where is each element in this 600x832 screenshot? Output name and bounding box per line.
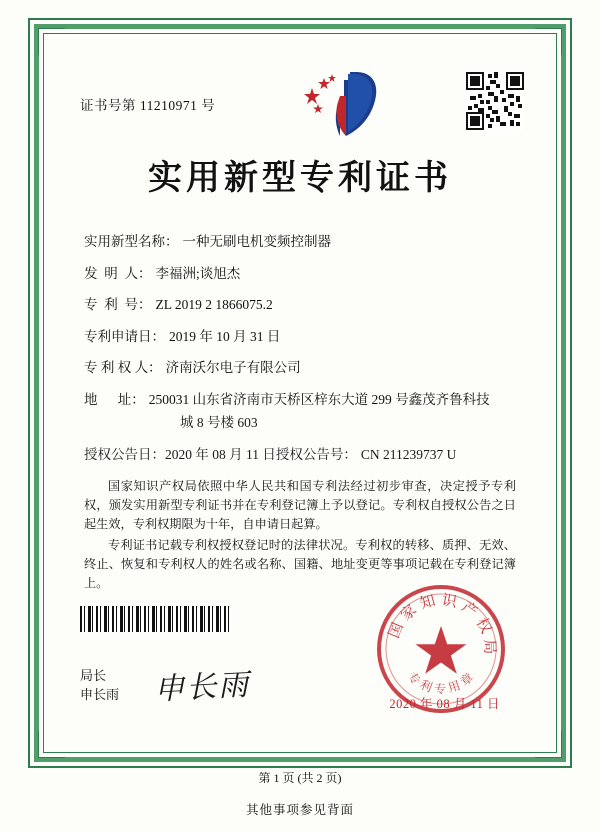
field-label: 专利申请日： (84, 328, 165, 344)
field-value: 李福洲;谈旭杰 (155, 265, 241, 281)
field-patentee (84, 359, 516, 376)
field-value: 一种无刷电机变频控制器 (182, 234, 331, 249)
field-value: ZL 2019 2 1866075.2 (155, 297, 273, 312)
field-value: 2019 年 10 月 31 日 (169, 328, 281, 344)
cnipa-logo-icon (294, 66, 390, 142)
field-value: 250031 山东省济南市天桥区梓东大道 299 号鑫茂齐鲁科技 (148, 391, 490, 407)
field-list (58, 233, 542, 463)
qr-code-icon (466, 72, 524, 130)
field-utility-model-name (84, 233, 516, 250)
certificate-header (58, 48, 542, 144)
footer-note: 其他事项参见背面 (245, 803, 354, 817)
field-application-date (84, 328, 516, 345)
field-label: 发 明 人： (84, 265, 152, 281)
field-value: 济南沃尔电子有限公司 (165, 360, 301, 375)
field-label: 专 利 号： (84, 297, 152, 312)
grant-number-value: CN 211239737 U (360, 446, 457, 462)
barcode-icon (80, 606, 230, 632)
signature-block (80, 666, 119, 704)
field-grant-publication (84, 446, 516, 463)
legal-paragraph-1: 国家知识产权局依照中华人民共和国专利法经过初步审查，决定授予专利权，颁发实用新型专利证书并在专利登记簿上予以登记。专利权自授权公告之日起生效，专利权期限为十年，自申请日起算。 (84, 479, 516, 531)
grant-number-label: 授权公告号： (275, 446, 357, 462)
director-name-label: 申长雨 (80, 687, 120, 702)
field-label: 地 址： (84, 391, 145, 407)
field-label: 专 利 权 人： (84, 360, 162, 375)
director-title-label: 局长 (80, 668, 107, 683)
page-title: 实用新型专利证书 (148, 158, 452, 198)
svg-text:专 利 专 用 章: 专 利 专 用 章 (404, 669, 476, 697)
field-address-line2: 城 8 号楼 603 (180, 415, 258, 430)
seal-date: 2020 年 08 月 11 日 (389, 697, 500, 711)
grant-date-label: 授权公告日： (84, 446, 165, 462)
field-label: 实用新型名称： (84, 234, 179, 249)
handwritten-signature: 申长雨 (153, 667, 252, 708)
svg-text:国 家 知 识 产 权 局: 国 家 知 识 产 权 局 (384, 590, 500, 655)
grant-date-value: 2020 年 08 月 11 日 (165, 446, 276, 462)
field-patent-number (84, 296, 516, 313)
page-number: 第 1 页 (共 2 页) (258, 771, 342, 785)
legal-paragraph-2: 专利证书记载专利权授权登记时的法律状况。专利权的转移、质押、无效、终止、恢复和专利权人的姓名或名称、国籍、地址变更等事项记载在专利登记簿上。 (84, 538, 516, 590)
field-inventor (84, 265, 516, 282)
certificate-content (58, 48, 542, 740)
field-address (84, 391, 516, 408)
certificate-number: 证书号第 11210971 号 (80, 98, 216, 113)
